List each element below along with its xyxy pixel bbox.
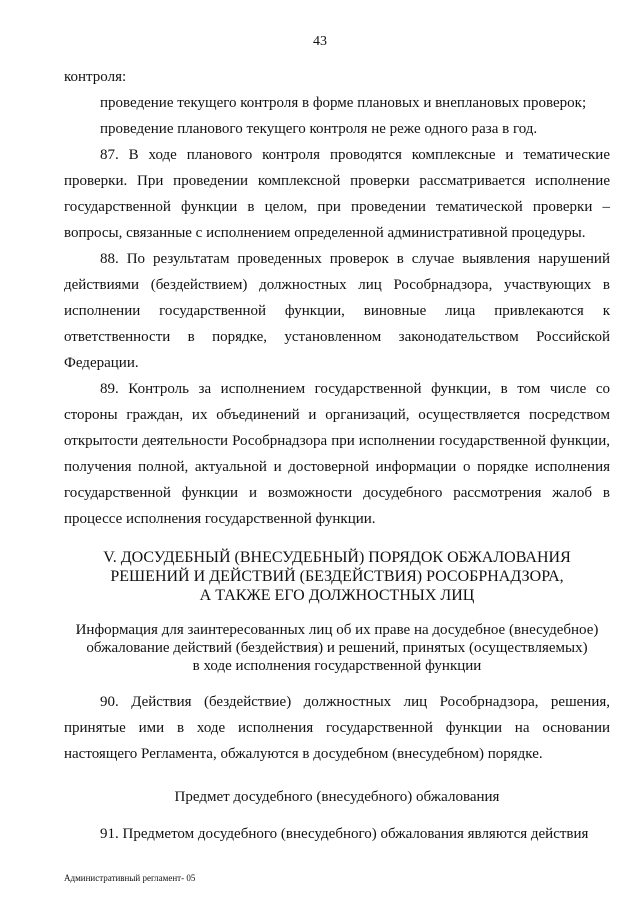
list-item-current-control: проведение текущего контроля в форме плановых и внеплановых проверок; (100, 95, 587, 111)
section-heading-line: А ТАКЖЕ ЕГО ДОЛЖНОСТНЫХ ЛИЦ (199, 587, 475, 604)
section-heading (64, 548, 610, 605)
paragraph-88: 88. По результатам проведенных проверок в случае выявления нарушений действиями (бездействием) должностных лиц Рособрнадзора, участвующих в исполнении государственной функции, виновные лица привлекаются к ответственности в порядке, установленном законодательством Российской Федерации. (64, 251, 610, 371)
page-number: 43 (313, 34, 327, 49)
subsection-heading-line: обжалование действий (бездействия) и решений, принятых (осуществляемых) (86, 640, 588, 656)
paragraph-91: 91. Предметом досудебного (внесудебного) обжалования являются действия (100, 826, 589, 842)
paragraph-89: 89. Контроль за исполнением государственной функции, в том числе со стороны граждан, их объединений и организаций, осуществляется посредством открытости деятельности Рособрнадзора при исполнении государственной функции, получения полной, актуальной и достоверной информации о порядке исполнения государственной функции и возможности досудебного рассмотрения жалоб в процессе исполнения государственной функции. (64, 381, 610, 527)
body-text (64, 64, 610, 847)
subsection-heading-line: в ходе исполнения государственной функции (192, 658, 482, 674)
paragraph-continuation: контроля: (64, 69, 127, 85)
subject-heading: Предмет досудебного (внесудебного) обжалования (174, 789, 500, 805)
subsection-heading (64, 621, 610, 675)
paragraph-87: 87. В ходе планового контроля проводятся комплексные и тематические проверки. При проведении комплексной проверки рассматривается исполнение государственной функции в целом, при проведении тематической проверки – вопросы, связанные с исполнением определенной административной процедуры. (64, 147, 610, 241)
paragraph-90: 90. Действия (бездействие) должностных лиц Рособрнадзора, решения, принятые ими в ходе исполнения государственной функции на основании настоящего Регламента, обжалуются в досудебном (внесудебном) порядке. (64, 694, 610, 762)
list-item-planned-control: проведение планового текущего контроля не реже одного раза в год. (100, 121, 538, 137)
document-footer: Административный регламент- 05 (64, 873, 196, 883)
subsection-heading-line: Информация для заинтересованных лиц об их праве на досудебное (внесудебное) (75, 622, 599, 638)
section-heading-line: РЕШЕНИЙ И ДЕЙСТВИЙ (БЕЗДЕЙСТВИЯ) РОСОБРНАДЗОРА, (110, 568, 564, 585)
section-heading-line: V. ДОСУДЕБНЫЙ (ВНЕСУДЕБНЫЙ) ПОРЯДОК ОБЖАЛОВАНИЯ (103, 549, 571, 566)
